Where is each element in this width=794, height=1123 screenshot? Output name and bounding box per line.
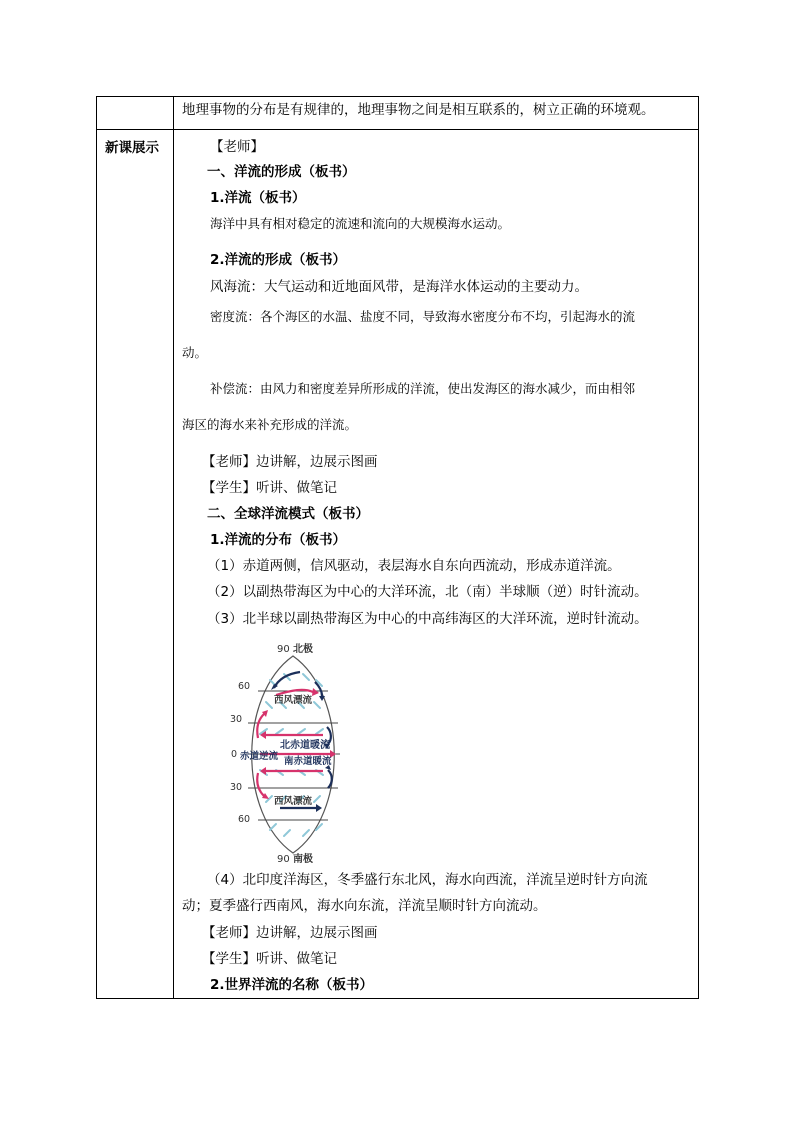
wind-driven-current: 风海流：大气运动和近地面风带，是海洋水体运动的主要动力。 [210,279,588,295]
distribution-point-2: （2）以副热带海区为中心的大洋环流，北（南）半球顺（逆）时针流动。 [207,584,648,600]
lat-label-90-top: 90 [277,644,290,655]
lesson-content [174,130,699,999]
subheading-names: 2.世界洋流的名称（板书） [210,977,374,993]
teacher-tag: 【老师】 [210,139,264,155]
subheading-formation: 2.洋流的形成（板书） [210,252,347,268]
compensation-current-line2: 海区的海水来补充形成的洋流。 [182,417,358,432]
section-label: 新课展示 [105,140,159,156]
westerly-drift-south-label: 西风漂流 [274,796,313,807]
section-label-cell [97,130,174,999]
distribution-point-3: （3）北半球以副热带海区为中心的中高纬海区的大洋环流，逆时针流动。 [207,611,648,627]
distribution-point-1: （1）赤道两侧，信风驱动，表层海水自东向西流动，形成赤道洋流。 [207,558,621,574]
student-note-2: 【学生】听讲、做笔记 [202,951,337,967]
lat-label-0: 0 [231,749,238,760]
lesson-table [96,96,699,999]
current-definition: 海洋中具有相对稳定的流速和流向的大规模海水运动。 [210,216,511,231]
distribution-point-4-line1: （4）北印度洋海区，冬季盛行东北风，海水向西流，洋流呈逆时针方向流 [207,872,648,888]
empty-label-cell [97,97,174,130]
ocean-current-diagram [218,640,368,865]
north-pole-label: 北极 [293,644,313,655]
south-pole-label: 南极 [293,854,313,865]
density-current-line2: 动。 [182,345,208,360]
north-equatorial-label: 北赤道暖流 [280,740,330,751]
teacher-note-1: 【老师】边讲解，边展示图画 [202,454,378,470]
south-equatorial-label: 南赤道暖流 [284,756,332,767]
objectives-row [97,97,699,130]
westerly-drift-north-label: 西风漂流 [274,695,313,706]
new-lesson-row [97,130,699,999]
distribution-point-4-line2: 动；夏季盛行西南风，海水向东流，洋流呈顺时针方向流动。 [182,898,547,914]
density-current-line1: 密度流：各个海区的水温、盐度不同，导致海水密度分布不均，引起海水的流 [210,309,636,324]
lat-label-60-top: 60 [238,681,251,692]
teacher-note-2: 【老师】边讲解，边展示图画 [202,925,378,941]
subheading-distribution: 1.洋流的分布（板书） [210,532,347,548]
lat-label-90-bottom: 90 [277,854,290,865]
intro-text: 地理事物的分布是有规律的，地理事物之间是相互联系的，树立正确的环境观。 [174,97,699,130]
lat-label-30-bottom: 30 [230,782,243,793]
heading-global-pattern: 二、全球洋流模式（板书） [207,506,369,522]
student-note-1: 【学生】听讲、做笔记 [202,480,337,496]
lat-label-60-bottom: 60 [238,814,251,825]
equatorial-counter-label: 赤道逆流 [240,751,279,762]
heading-formation: 一、洋流的形成（板书） [207,164,356,180]
subheading-current: 1.洋流（板书） [210,190,306,206]
compensation-current-line1: 补偿流：由风力和密度差异所形成的洋流，使出发海区的海水减少，而由相邻 [210,381,636,396]
lat-label-30-top: 30 [230,714,243,725]
